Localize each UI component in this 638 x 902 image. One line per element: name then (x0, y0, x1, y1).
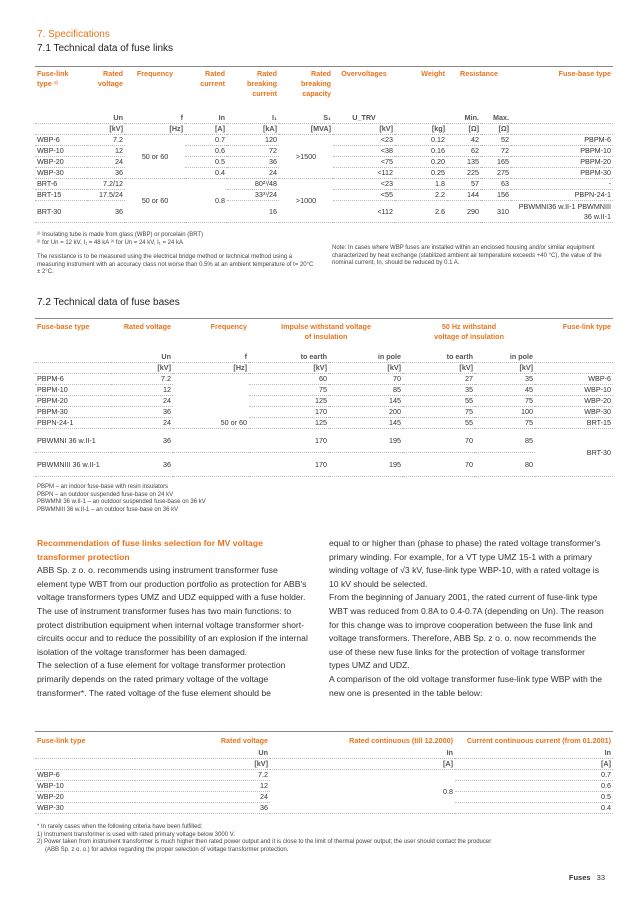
t1-sym-min: Min. (447, 113, 481, 124)
footnote: 1) Instrument transformer is used with rated primary voltage below 3000 V. (37, 831, 235, 838)
t1-unit: [kV] (333, 124, 395, 135)
note: Note: In cases where WBP fuses are installed within an enclosed housing and/or similar equipment characterized by heat exchange (stabilized ambient air temperature exceeds +40 °C), the value of the nominal current, In, should be reduced by 0.1 A. (332, 245, 602, 266)
cell: 2.6 (395, 201, 447, 223)
cell (35, 124, 87, 135)
cell: 70 (403, 453, 475, 477)
page-number: 33 (596, 873, 605, 882)
cell: - (511, 179, 613, 190)
cell: 195 (329, 429, 403, 453)
t2-unit: [Hz] (173, 363, 249, 374)
cell: 7.2/12 (87, 179, 125, 190)
cell: BRT-30 (35, 201, 87, 223)
recommendation-column-left (37, 537, 309, 700)
t2-sym: Un (111, 352, 173, 363)
t1-h-weight: Weight (421, 69, 445, 78)
cell: 170 (249, 453, 329, 477)
t3-sym: Un (135, 748, 270, 759)
cell: 165 (481, 157, 511, 168)
cell: 145 (329, 396, 403, 407)
footnote-resistance: The resistance is to be measured using the electrical bridge method or technical method using a measuring instrument with an accuracy class not worse than 0.5% at an ambient temperature of t= 20°C ± 2°C. (37, 254, 314, 275)
t1-h-frequency: Frequency (136, 69, 174, 78)
cell: 0.25 (395, 168, 447, 179)
cell: WBP-20 (535, 396, 613, 407)
t1-h-fusebase: Fuse-base type (558, 69, 611, 78)
cell: WBP-20 (35, 157, 87, 168)
cell: 36 (87, 201, 125, 223)
t1-h-resistance: Resistance (460, 69, 498, 78)
cell-capacity: >1000 (279, 179, 333, 223)
cell (511, 124, 613, 135)
t3-unit: [A] (270, 759, 455, 770)
t2-sym: in pole (475, 352, 535, 363)
bottom-footnotes (37, 824, 612, 854)
cell: 170 (249, 429, 329, 453)
cell-frequency: 50 or 60 (125, 179, 185, 223)
t1-sym-s1: S₁ (279, 113, 333, 124)
fuse-link-comparison-table (35, 731, 613, 814)
cell: 60 (249, 374, 329, 385)
cell: 36 (87, 168, 125, 179)
cell: 85 (475, 429, 535, 453)
cell (395, 113, 447, 124)
t2-sym: to earth (249, 352, 329, 363)
t1-sym-un: Un (87, 113, 125, 124)
cell (173, 453, 249, 477)
cell: 2.2 (395, 190, 447, 201)
cell: 45 (475, 385, 535, 396)
cell: 24 (135, 792, 270, 803)
fuse-links-table (35, 66, 613, 223)
cell (35, 352, 111, 363)
cell: 0.6 (455, 781, 613, 792)
t3-h-old: Rated continuous (till 12.2000) (349, 736, 453, 745)
cell: WBP-6 (35, 770, 135, 781)
cell: <112 (333, 201, 395, 223)
cell: 55 (403, 418, 475, 429)
cell: PBPM-30 (511, 168, 613, 179)
cell: PBWMNI36 w.II-1 PBWMNIII 36 w.II-1 (511, 201, 613, 223)
cell: 0.20 (395, 157, 447, 168)
cell (35, 99, 613, 113)
cell: 80²⁾/48 (227, 179, 279, 190)
cell: 0.5 (455, 792, 613, 803)
t2-unit: [kV] (249, 363, 329, 374)
legend-item: PBPM – an indoor fuse-base with resin insulators (37, 484, 169, 490)
cell: 72 (227, 146, 279, 157)
cell: WBP-10 (35, 146, 87, 157)
cell: 70 (329, 374, 403, 385)
cell: <23 (333, 135, 395, 146)
t1-h-overvoltages: Overvoltages (341, 69, 387, 78)
t1-h-breaking-current: Rated breaking current (247, 69, 277, 98)
recommendation-title: Recommendation of fuse links selection for MV voltage transformer protection (37, 538, 263, 562)
cell: PBPM-6 (511, 135, 613, 146)
cell: 70 (403, 429, 475, 453)
cell: 200 (329, 407, 403, 418)
cell: 170 (249, 407, 329, 418)
cell: 36 (135, 803, 270, 814)
table-row (35, 453, 613, 477)
cell: 0.4 (455, 803, 613, 814)
cell: WBP-6 (535, 374, 613, 385)
t1-h-type: Fuse-link type ¹⁾ (37, 69, 69, 88)
paragraph: A comparison of the old voltage transformer fuse-link type WBP with the new one is presented in the table below: (329, 673, 603, 698)
cell: 12 (111, 385, 173, 396)
cell: WBP-10 (35, 781, 135, 792)
cell: 75 (249, 385, 329, 396)
footnote: * In rarely cases when the following criteria have been fulfilled: (37, 824, 203, 830)
cell: 16 (227, 201, 279, 223)
t3-sym: In (455, 748, 613, 759)
cell: WBP-30 (35, 803, 135, 814)
cell: 0.16 (395, 146, 447, 157)
table-row (35, 385, 613, 396)
cell: 7.2 (87, 135, 125, 146)
cell: 75 (403, 407, 475, 418)
t2-h-50hz: 50 Hz withstand voltage of insulation (434, 322, 504, 341)
t1-h-voltage: Rated voltage (97, 69, 123, 88)
table-row (35, 342, 613, 352)
cell: 275 (481, 168, 511, 179)
cell-capacity: >1500 (279, 135, 333, 179)
table-row (35, 429, 613, 453)
paragraph: equal to or higher than (phase to phase) the rated voltage transformer's primary winding. For example, for a VT type UMZ 15-1 with a primary winding voltage of √3 kV, fuse-link type WBP-10, with a rated voltage is 10 kV should be selected. (329, 538, 601, 589)
cell: 12 (87, 146, 125, 157)
cell: 24 (111, 396, 173, 407)
t1-sym-utrv: U_TRV (333, 113, 395, 124)
cell: WBP-30 (535, 407, 613, 418)
section-title: 7. Specifications (37, 29, 110, 40)
cell: 36 (227, 157, 279, 168)
t1-unit: [Ω] (481, 124, 511, 135)
cell: WBP-20 (35, 792, 135, 803)
cell: 33³⁾/24 (227, 190, 279, 201)
cell: 1.8 (395, 179, 447, 190)
cell: 12 (135, 781, 270, 792)
cell: 310 (481, 201, 511, 223)
cell: 62 (447, 146, 481, 157)
t3-h-type: Fuse-link type (37, 736, 86, 745)
cell: WBP-6 (35, 135, 87, 146)
cell: PBPM-20 (35, 396, 111, 407)
cell-frequency: 50 or 60 (173, 374, 249, 429)
cell: 0.5 (185, 157, 227, 168)
cell: PBPM-10 (35, 385, 111, 396)
cell: 7.2 (111, 374, 173, 385)
cell: 42 (447, 135, 481, 146)
table-row (35, 770, 613, 781)
cell: 156 (481, 190, 511, 201)
page-label: Fuses (568, 873, 591, 882)
cell: 75 (475, 396, 535, 407)
cell: BRT-15 (535, 418, 613, 429)
table-row (35, 124, 613, 135)
cell: 120 (227, 135, 279, 146)
cell: 85 (329, 385, 403, 396)
cell: <23 (333, 179, 395, 190)
cell: 125 (249, 396, 329, 407)
t1-unit: [A] (185, 124, 227, 135)
table-row (35, 748, 613, 759)
cell (35, 113, 87, 124)
cell: PBPM-20 (511, 157, 613, 168)
cell: 0.4 (185, 168, 227, 179)
t1-h-breaking-capacity: Rated breaking capacity (301, 69, 331, 98)
cell: 195 (329, 453, 403, 477)
page-footer (569, 873, 605, 882)
cell: PBPN-24-1 (511, 190, 613, 201)
cell: 35 (403, 385, 475, 396)
t3-h-voltage: Rated voltage (220, 736, 268, 745)
legend-item: PBPN – an outdoor suspended fuse-base on 24 kV (37, 491, 174, 498)
cell: 72 (481, 146, 511, 157)
cell: 35 (475, 374, 535, 385)
cell: WBP-30 (35, 168, 87, 179)
cell: 24 (87, 157, 125, 168)
cell: 75 (475, 418, 535, 429)
cell: 27 (403, 374, 475, 385)
t1-unit: [kA] (227, 124, 279, 135)
cell: PBWMNI 36 w.II-1 (35, 429, 111, 453)
paragraph: The selection of a fuse element for voltage transformer protection primarily depends on the rated primary voltage of the voltage transformer*. The rated voltage of the fuse element should be (37, 660, 286, 698)
footnote: 2) Power taken from instrument transformer is much higher then rated power output and it is close to the limit of thermal power output; the user should contact the producer (37, 839, 492, 845)
cell (173, 429, 249, 453)
t1-unit: [MVA] (279, 124, 333, 135)
cell: 100 (475, 407, 535, 418)
cell-frequency: 50 or 60 (125, 135, 185, 179)
cell: <55 (333, 190, 395, 201)
paragraph: From the beginning of January 2001, the rated current of fuse-link type WBT was reduced from 0.8A to 0.4-0.7A (depending on Un). The reason for this change was to improve cooperation between the fuse link and voltage transformers. Therefore, ABB Sp. z o. o. now recommends the use of these new fuse links for the protection of voltage transformer types UMZ and UDZ. (329, 592, 604, 671)
cell: 7.2 (135, 770, 270, 781)
cell: 80 (475, 453, 535, 477)
table-row (35, 759, 613, 770)
t2-sym: f (173, 352, 249, 363)
cell: PBPM-10 (511, 146, 613, 157)
table-row (35, 407, 613, 418)
footnote: (ABB Sp. z o. o.) for advice regarding the proper selection of voltage transformer protection. (45, 846, 289, 853)
footnote-1: ¹⁾ Insulating tube is made from glass (WBP) or porcelain (BRT) (37, 232, 204, 238)
t1-h-current: Rated current (200, 69, 225, 88)
table-row (35, 363, 613, 374)
cell: 0.6 (185, 146, 227, 157)
cell: 36 (111, 453, 173, 477)
cell: 144 (447, 190, 481, 201)
cell (535, 363, 613, 374)
t3-unit: [kV] (135, 759, 270, 770)
t1-unit: [kg] (395, 124, 447, 135)
cell: BRT-15 (35, 190, 87, 201)
cell: 63 (481, 179, 511, 190)
cell: 57 (447, 179, 481, 190)
cell: <38 (333, 146, 395, 157)
cell: PBPM-6 (35, 374, 111, 385)
cell: 290 (447, 201, 481, 223)
t1-sym-f: f (125, 113, 185, 124)
cell-current: 0.8 (185, 179, 227, 223)
table-row (35, 99, 613, 113)
t2-sym: to earth (403, 352, 475, 363)
cell: 145 (329, 418, 403, 429)
cell: 225 (447, 168, 481, 179)
t2-unit: [kV] (111, 363, 173, 374)
t2-unit: [kV] (329, 363, 403, 374)
cell: 0.7 (185, 135, 227, 146)
legend-item: PBWMNI 36 w.II-1 – an outdoor suspended fuse-base on 36 kV (37, 499, 206, 505)
table-row (35, 67, 613, 100)
footnote-2: ²⁾ for Un = 12 kV, I₁ = 48 kA ³⁾ for Un = 24 kV, I₁ = 24 kA (37, 240, 183, 246)
cell: 24 (111, 418, 173, 429)
cell-fuselink-brt30: BRT-30 (535, 429, 613, 477)
t3-h-new: Current continuous current (from 01.2001) (466, 736, 611, 745)
cell: PBPN-24-1 (35, 418, 111, 429)
t2-sym: in pole (329, 352, 403, 363)
cell: 55 (403, 396, 475, 407)
cell: 0.7 (455, 770, 613, 781)
cell: <112 (333, 168, 395, 179)
table-row (35, 113, 613, 124)
cell (35, 748, 135, 759)
cell (35, 342, 613, 352)
table-row (35, 374, 613, 385)
cell (511, 113, 613, 124)
t1-unit: [Hz] (125, 124, 185, 135)
cell: WBP-10 (535, 385, 613, 396)
t2-h-impulse: Impulse withstand voltage of insulation (281, 322, 371, 341)
t2-h-type: Fuse-base type (37, 322, 90, 331)
cell: 24 (227, 168, 279, 179)
subsection-title-7-2: 7.2 Technical data of fuse bases (37, 297, 180, 308)
t1-sym-max: Max. (481, 113, 511, 124)
cell: 52 (481, 135, 511, 146)
cell: 125 (249, 418, 329, 429)
table-row (35, 179, 613, 190)
t1-sym-in: In (185, 113, 227, 124)
paragraph: ABB Sp. z o. o. recommends using instrument transformer fuse element type WBT from our production portfolio as protection for ABB's voltage transformers types UMZ and UDZ equipped with a fuse holder. The use of instrument transformer fuses has two main functions: to protect distribution equipment when internal voltage transformer short-circuits occur and to reduce the possibility of an explosion if the internal isolation of the voltage transformer has been damaged. (37, 565, 308, 657)
cell: 36 (111, 429, 173, 453)
table-row (35, 135, 613, 146)
cell: 135 (447, 157, 481, 168)
legend-item: PBWMNIII 36 w.II-1 – an outdoor fuse-base on 36 kV (37, 506, 179, 513)
t1-unit: [kV] (87, 124, 125, 135)
cell: 0.12 (395, 135, 447, 146)
t1-unit: [Ω] (447, 124, 481, 135)
cell (35, 759, 135, 770)
table-row (35, 732, 613, 749)
recommendation-column-right (329, 537, 605, 700)
t1-sym-i1: I₁ (227, 113, 279, 124)
t3-sym: In (270, 748, 455, 759)
t2-unit: [kV] (475, 363, 535, 374)
subsection-title-7-1: 7.1 Technical data of fuse links (37, 43, 174, 54)
t3-unit: [A] (455, 759, 613, 770)
cell: 17.5/24 (87, 190, 125, 201)
cell: PBWMNIII 36 w.II-1 (35, 453, 111, 477)
fuse-bases-table (35, 318, 613, 477)
cell-old-current: 0.8 (270, 770, 455, 814)
table-row (35, 418, 613, 429)
cell (35, 363, 111, 374)
table-row (35, 319, 613, 343)
t2-h-voltage: Rated voltage (123, 322, 171, 331)
t2-h-frequency: Frequency (210, 322, 247, 331)
cell (535, 352, 613, 363)
table-row (35, 396, 613, 407)
t2-h-fuselink: Fuse-link type (562, 322, 612, 331)
cell: PBPM-30 (35, 407, 111, 418)
legend (37, 484, 337, 514)
table-row (35, 352, 613, 363)
cell: BRT-6 (35, 179, 87, 190)
cell: 36 (111, 407, 173, 418)
cell: <75 (333, 157, 395, 168)
t2-unit: [kV] (403, 363, 475, 374)
